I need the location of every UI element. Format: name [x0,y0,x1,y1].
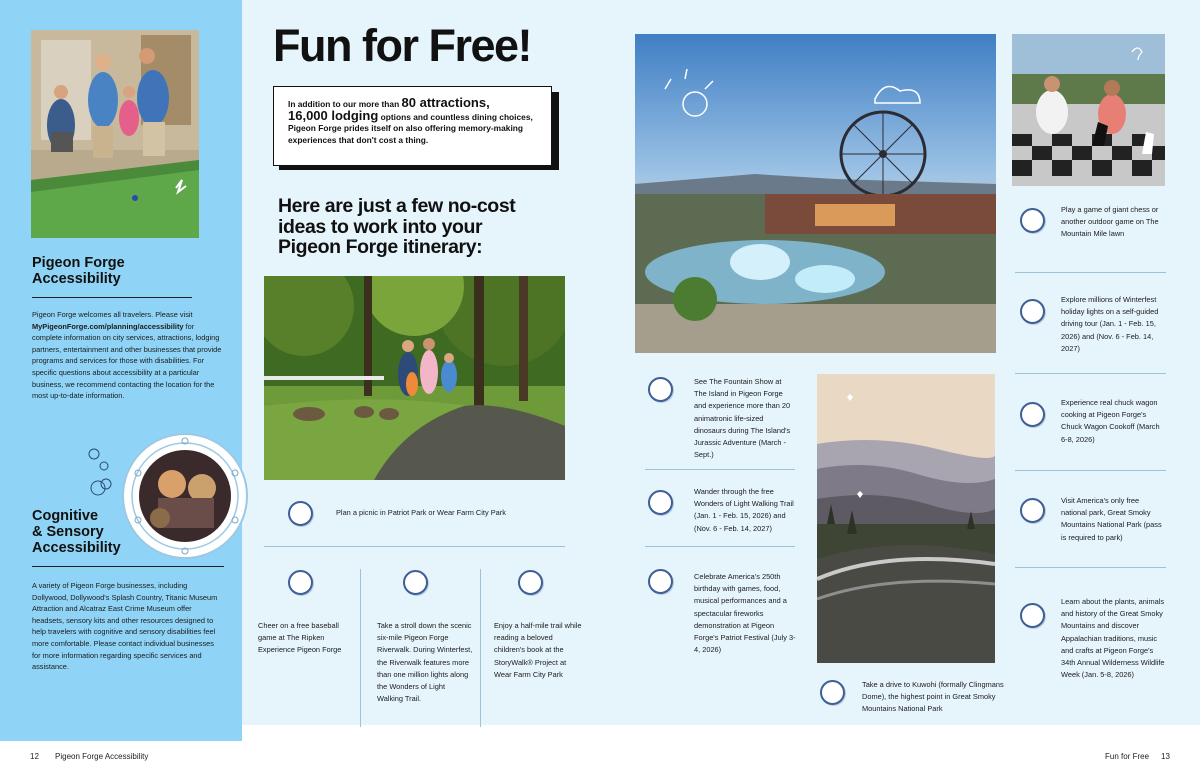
divider-wonders [645,546,795,547]
mountain-overlook-photo [817,374,995,663]
cognitive-body: A variety of Pigeon Forge businesses, including Dollywood, Dollywood's Splash Country, Titanic Museum Attraction and Alcatraz East Crime Museum offer headsets, sensory kits and other resources designed to help travelers with cognitive and sensory disabilities feel more comfortable. Please contact individual businesses for more information regarding specific services and assistance. [32,581,218,672]
checkbox-chuckwagon[interactable] [1020,402,1045,427]
checkbox-america250[interactable] [648,569,673,594]
checkbox-national-park[interactable] [1020,498,1045,523]
item-winterfest: Explore millions of Winterfest holiday lights on a self-guided driving tour (Jan. 1 - Feb. 15, 2026) and (Nov. 6 - Feb. 14, 2027) [1061,295,1159,353]
checkbox-baseball[interactable] [288,570,313,595]
divider-fountain [645,469,795,470]
item-chess: Play a game of giant chess or another outdoor game on The Mountain Mile lawn [1061,205,1159,239]
item-riverwalk: Take a stroll down the scenic six-mile Pigeon Forge Riverwalk. During Winterfest, the Riverwalk features more than one million lights along the Wonders of Light Walking Trail. [377,621,473,704]
checkbox-kuwohi[interactable] [820,680,845,705]
accessibility-heading: Pigeon Forge Accessibility [32,255,125,287]
island-ferris-wheel-photo [635,34,996,353]
divider-vertical-2 [480,569,481,727]
accessibility-heading-rule [32,297,192,298]
divider-vertical-1 [360,569,361,727]
checkbox-fountain[interactable] [648,377,673,402]
accessibility-link[interactable]: MyPigeonForge.com/planning/accessibility [32,321,184,331]
checkbox-winterfest[interactable] [1020,299,1045,324]
right-page-number: 13 [1161,752,1170,761]
divider-national-park [1015,567,1166,568]
mini-golf-photo [31,30,199,238]
left-section-label: Pigeon Forge Accessibility [55,752,149,761]
subtitle: Here are just a few no-cost ideas to work into your Pigeon Forge itinerary: [278,195,516,258]
divider-winterfest [1015,373,1166,374]
right-section-label: Fun for Free [1105,752,1150,761]
item-storywalk: Enjoy a half-mile trail while reading a beloved children's book at the StoryWalk® Project at Wear Farm City Park [494,621,582,679]
item-chuckwagon: Experience real chuck wagon cooking at Pigeon Forge's Chuck Wagon Cookoff (March 6-8, 2026) [1061,398,1160,444]
item-fountain: See The Fountain Show at The Island in Pigeon Forge and experience more than 20 animatronic life-sized dinosaurs during The Island's Jurassic Adventure (March - Sept.) [694,377,791,460]
checkbox-storywalk[interactable] [518,570,543,595]
checkbox-wonders[interactable] [648,490,673,515]
item-national-park: Visit America's only free national park, Great Smoky Mountains National Park (pass is required to park) [1061,496,1162,542]
checkbox-riverwalk[interactable] [403,570,428,595]
intro-text-box: In addition to our more than 80 attractions, 16,000 lodging options and countless dining choices, Pigeon Forge prides itself on also offering memory-making experiences that don't cost a thing. [273,86,552,166]
cognitive-heading: Cognitive & Sensory Accessibility [32,508,121,556]
item-baseball: Cheer on a free baseball game at The Ripken Experience Pigeon Forge [258,621,342,655]
divider-picnic [264,546,565,547]
divider-chess [1015,272,1166,273]
park-family-photo [264,276,565,480]
item-wilderness: Learn about the plants, animals and history of the Great Smoky Mountains and discover Appalachian traditions, music and crafts at Pigeon Forge's 34th Annual Wilderness Wildlife Week (Jan. 5-8, 2026) [1061,597,1165,680]
checkbox-wilderness[interactable] [1020,603,1045,628]
accessibility-body: Pigeon Forge welcomes all travelers. Please visit MyPigeonForge.com/planning/accessibility for complete information on city services, attractions, lodging partners, entertainment and other businesses that provide programs and services for those with disabilities. For specific questions about accessibility at a particular business, we recommend contacting the location for the most up-to-date information. [32,310,222,401]
giant-chess-photo [1012,34,1165,186]
left-page-number: 12 [30,752,39,761]
item-wonders: Wander through the free Wonders of Light Walking Trail (Jan. 1 - Feb. 15, 2026) and (Nov. 6 - Feb. 14, 2027) [694,487,794,533]
checkbox-picnic[interactable] [288,501,313,526]
cognitive-heading-rule [32,566,224,567]
item-kuwohi: Take a drive to Kuwohi (formally Clingmans Dome), the highest point in Great Smoky Mountains National Park [862,680,1004,714]
item-america250: Celebrate America's 250th birthday with games, food, musical performances and a spectacular fireworks demonstration at Pigeon Forge's Patriot Festival (July 3-4, 2026) [694,572,796,655]
item-picnic: Plan a picnic in Patriot Park or Wear Farm City Park [336,508,506,517]
page-title: Fun for Free! [273,20,531,71]
divider-chuckwagon [1015,470,1166,471]
checkbox-chess[interactable] [1020,208,1045,233]
